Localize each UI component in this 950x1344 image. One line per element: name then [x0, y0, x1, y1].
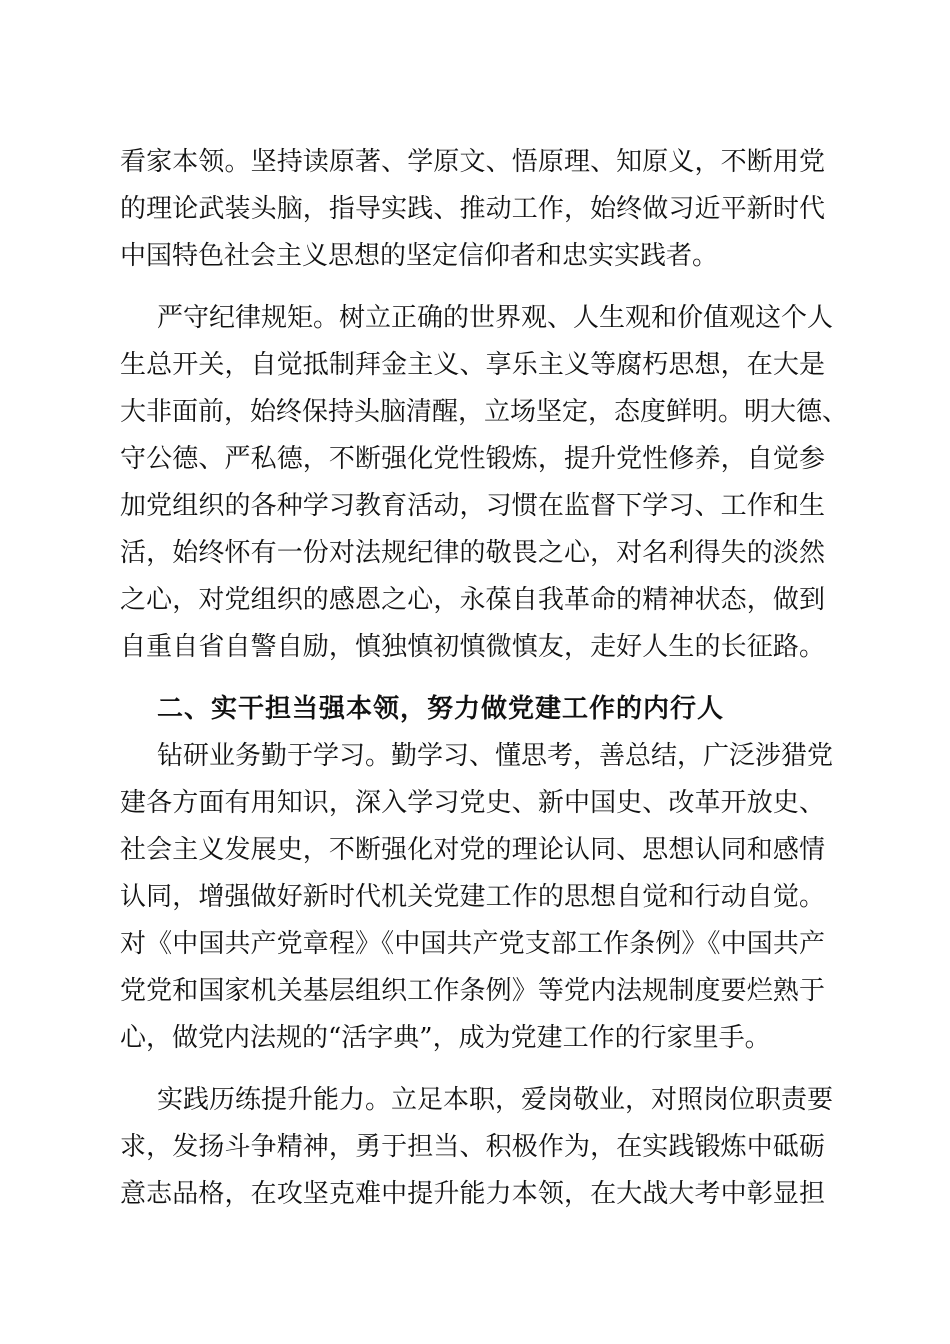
paragraph-first-line: 钻研业务勤于学习。勤学习、懂思考，善总结，广泛涉猎党: [157, 741, 834, 771]
text-line: 大非面前，始终保持头脑清醒，立场坚定，态度鲜明。明大德、: [120, 397, 849, 427]
text-line: 守公德、严私德，不断强化党性锻炼，提升党性修养，自觉参: [120, 444, 825, 474]
text-line: 加党组织的各种学习教育活动，习惯在监督下学习、工作和生: [120, 491, 825, 521]
text-line: 求，发扬斗争精神，勇于担当、积极作为，在实践锻炼中砥砺: [120, 1132, 825, 1162]
text-line: 对《中国共产党章程》《中国共产党支部工作条例》《中国共产: [120, 929, 825, 959]
text-line: 活，始终怀有一份对法规纪律的敬畏之心，对名利得失的淡然: [120, 538, 825, 568]
text-line: 自重自省自警自励，慎独慎初慎微慎友，走好人生的长征路。: [120, 632, 825, 662]
text-line: 看家本领。坚持读原著、学原文、悟原理、知原义，不断用党: [120, 147, 825, 177]
text-line: 生总开关，自觉抵制拜金主义、享乐主义等腐朽思想，在大是: [120, 350, 825, 380]
paragraph-first-line: 严守纪律规矩。树立正确的世界观、人生观和价值观这个人: [157, 303, 834, 333]
text-line: 认同，增强做好新时代机关党建工作的思想自觉和行动自觉。: [120, 882, 825, 912]
text-line: 心，做党内法规的“活字典”，成为党建工作的行家里手。: [120, 1023, 771, 1053]
text-line: 之心，对党组织的感恩之心，永葆自我革命的精神状态，做到: [120, 585, 825, 615]
text-line: 的理论武装头脑，指导实践、推动工作，始终做习近平新时代: [120, 194, 825, 224]
text-line: 建各方面有用知识，深入学习党史、新中国史、改革开放史、: [120, 788, 825, 818]
text-line: 党党和国家机关基层组织工作条例》等党内法规制度要烂熟于: [120, 976, 825, 1006]
text-line: 意志品格，在攻坚克难中提升能力本领，在大战大考中彰显担: [120, 1179, 825, 1209]
text-line: 社会主义发展史，不断强化对党的理论认同、思想认同和感情: [120, 835, 825, 865]
text-line: 中国特色社会主义思想的坚定信仰者和忠实实践者。: [120, 241, 719, 271]
paragraph-first-line: 实践历练提升能力。立足本职，爱岗敬业，对照岗位职责要: [157, 1085, 834, 1115]
section-heading: 二、实干担当强本领，努力做党建工作的内行人: [157, 694, 725, 724]
